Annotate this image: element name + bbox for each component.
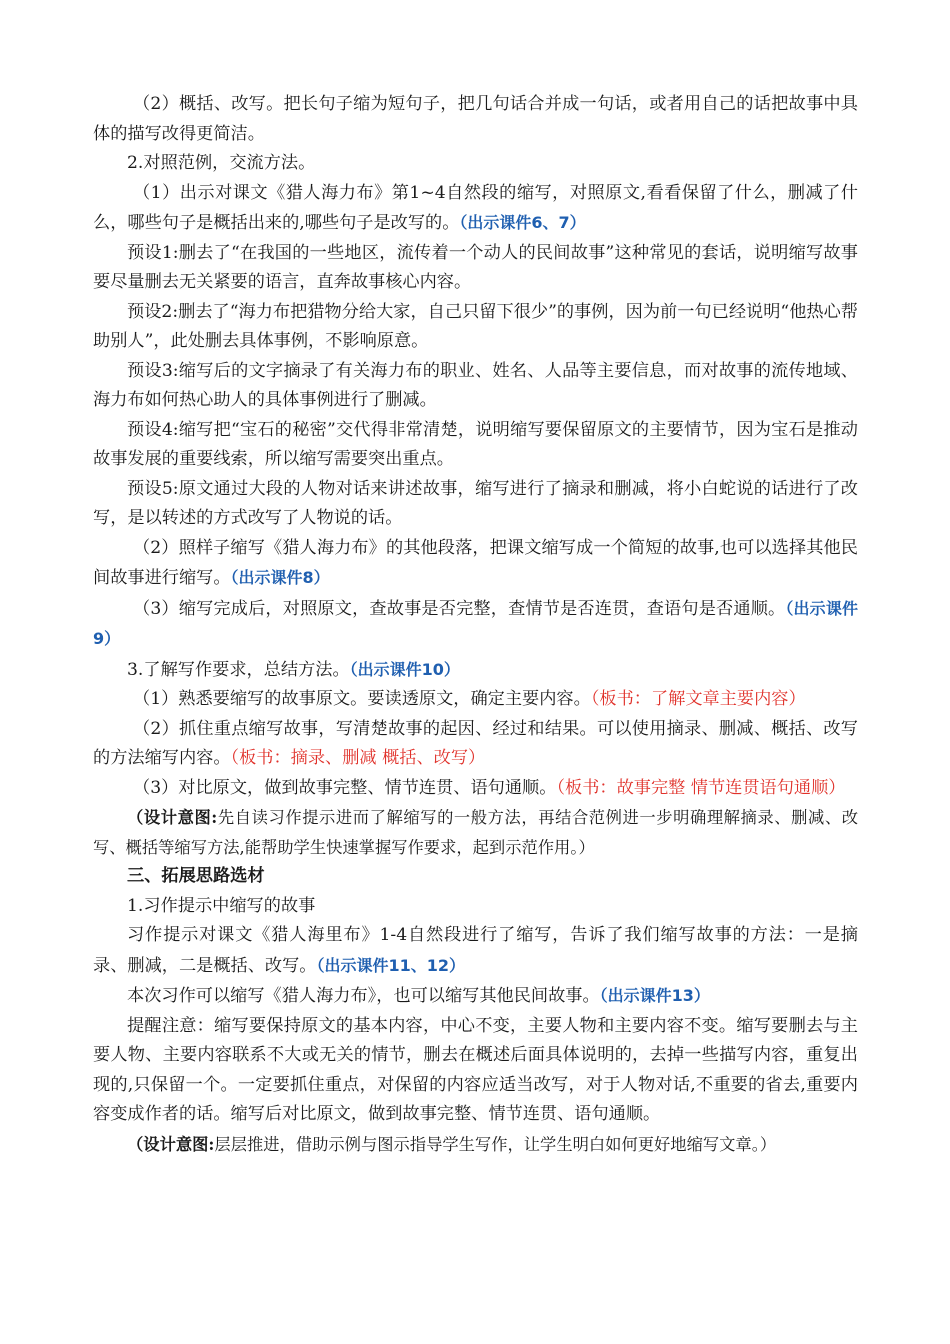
paragraph-requirement-2 [93,715,858,774]
paragraph-preset-3 [93,357,858,416]
paragraph-text: 预设2:删去了“海力布把猎物分给大家，自己只留下很少”的事例，因为前一句已经说明“他热心帮助别人”，此处删去具体事例，不影响原意。 [93,301,858,351]
paragraph-text: 层层推进，借助示例与图示指导学生写作，让学生明白如何更好地缩写文章。） [214,1134,777,1154]
section-heading-text: 三、拓展思路选材 [127,866,265,886]
paragraph-writing-requirements [93,655,858,686]
blackboard-note: （板书：了解文章主要内容） [590,689,806,709]
design-intent-label: （设计意图: [127,808,218,827]
paragraph-text: 提醒注意：缩写要保持原文的基本内容，中心不变，主要人物和主要内容不变。缩写要删去与主要人物、主要内容联系不大或无关的情节，删去在概述后面具体说明的，去掉一些描写内容，重复出现的,只保留一个。一定要抓住重点，对保留的内容应适当改写，对于人物对话,不重要的省去,重要内容变成作者的话。缩写后对比原文，做到故事完整、情节连贯、语句通顺。 [93,1015,858,1124]
paragraph-preset-4 [93,416,858,475]
paragraph-text: 习作提示对课文《猎人海里布》1-4自然段进行了缩写，告诉了我们缩写故事的方法：一是摘录、删减，二是概括、改写。 [93,925,858,976]
paragraph-text: 预设5:原文通过大段的人物对话来讲述故事，缩写进行了摘录和删减，将小白蛇说的话进行了改写，是以转述的方式改写了人物说的话。 [93,478,858,528]
paragraph-text: 3.了解写作要求，总结方法。 [127,659,350,680]
paragraph-compare-examples [93,149,858,179]
courseware-tag: （出示课件10） [349,659,460,679]
paragraph-preset-2 [93,298,858,357]
courseware-tag: （出示课件8） [230,568,330,587]
paragraph-summarize-rewrite [93,90,858,149]
paragraph-text: （2）抓住重点缩写故事，写清楚故事的起因、经过和结果。可以使用摘录、删减、概括、改写的方法缩写内容。 [93,718,858,768]
paragraph-text: 2.对照范例，交流方法。 [127,153,316,173]
paragraph-text: （3）对比原文，做到故事完整、情节连贯、语句通顺。 [133,777,557,798]
paragraph-text: 预设1:删去了“在我国的一些地区，流传着一个动人的民间故事”这种常见的套话，说明缩写故事要尽量删去无关紧要的语言，直奔故事核心内容。 [93,242,858,292]
paragraph-show-abridgement [93,179,858,239]
section-heading [93,862,858,892]
paragraph-text: 预设4:缩写把“宝石的秘密”交代得非常清楚，说明缩写要保留原文的主要情节，因为宝石是推动故事发展的重要线索，所以缩写需要突出重点。 [93,419,858,469]
paragraph-text: 本次习作可以缩写《猎人海力布》，也可以缩写其他民间故事。 [127,986,600,1006]
paragraph-design-intent-2 [93,1130,858,1160]
courseware-tag: （出示课件11、12） [316,955,465,975]
paragraph-requirement-1 [93,685,858,715]
paragraph-design-intent-1 [93,803,858,862]
paragraph-text: 预设3:缩写后的文字摘录了有关海力布的职业、姓名、人品等主要信息，而对故事的流传地域、海力布如何热心助人的具体事例进行了删减。 [93,360,858,410]
design-intent-label: （设计意图: [127,1134,215,1154]
courseware-tag: （出示课件13） [599,986,710,1005]
paragraph-text: （2）照样子缩写《猎人海力布》的其他段落，把课文缩写成一个简短的故事,也可以选择其他民间故事进行缩写。 [93,537,858,588]
paragraph-practice-abridge [93,534,858,594]
paragraph-text: （2）概括、改写。把长句子缩为短句子，把几句话合并成一句话，或者用自己的话把故事中具体的描写改得更简洁。 [93,94,858,144]
paragraph-text: 1.习作提示中缩写的故事 [127,895,316,916]
paragraph-text: 先自读习作提示进而了解缩写的一般方法，再结合范例进一步明确理解摘录、删减、改写、概括等缩写方法,能帮助学生快速掌握写作要求，起到示范作用。） [93,808,858,857]
paragraph-prompt-method [93,921,858,981]
blackboard-note: （板书：故事完整 情节连贯语句通顺） [556,777,846,798]
paragraph-check-result [93,594,858,655]
paragraph-assignment-scope [93,981,858,1012]
blackboard-note: （板书：摘录、删减 概括、改写） [230,748,486,768]
paragraph-text: （3）缩写完成后，对照原文，查故事是否完整，查情节是否连贯，查语句是否通顺。 [133,598,786,619]
paragraph-requirement-3 [93,774,858,804]
paragraph-subheading [93,892,858,922]
paragraph-preset-5 [93,475,858,534]
paragraph-reminder [93,1012,858,1130]
paragraph-text: （1）熟悉要缩写的故事原文。要读透原文，确定主要内容。 [133,689,591,709]
courseware-tag: （出示课件6、7） [459,213,586,232]
paragraph-text: （1）出示对课文《猎人海力布》第1~4自然段的缩写，对照原文,看看保留了什么，删减了什么，哪些句子是概括出来的,哪些句子是改写的。 [93,182,858,233]
paragraph-preset-1 [93,239,858,298]
courseware-tag: （出示课件9） [93,598,858,648]
